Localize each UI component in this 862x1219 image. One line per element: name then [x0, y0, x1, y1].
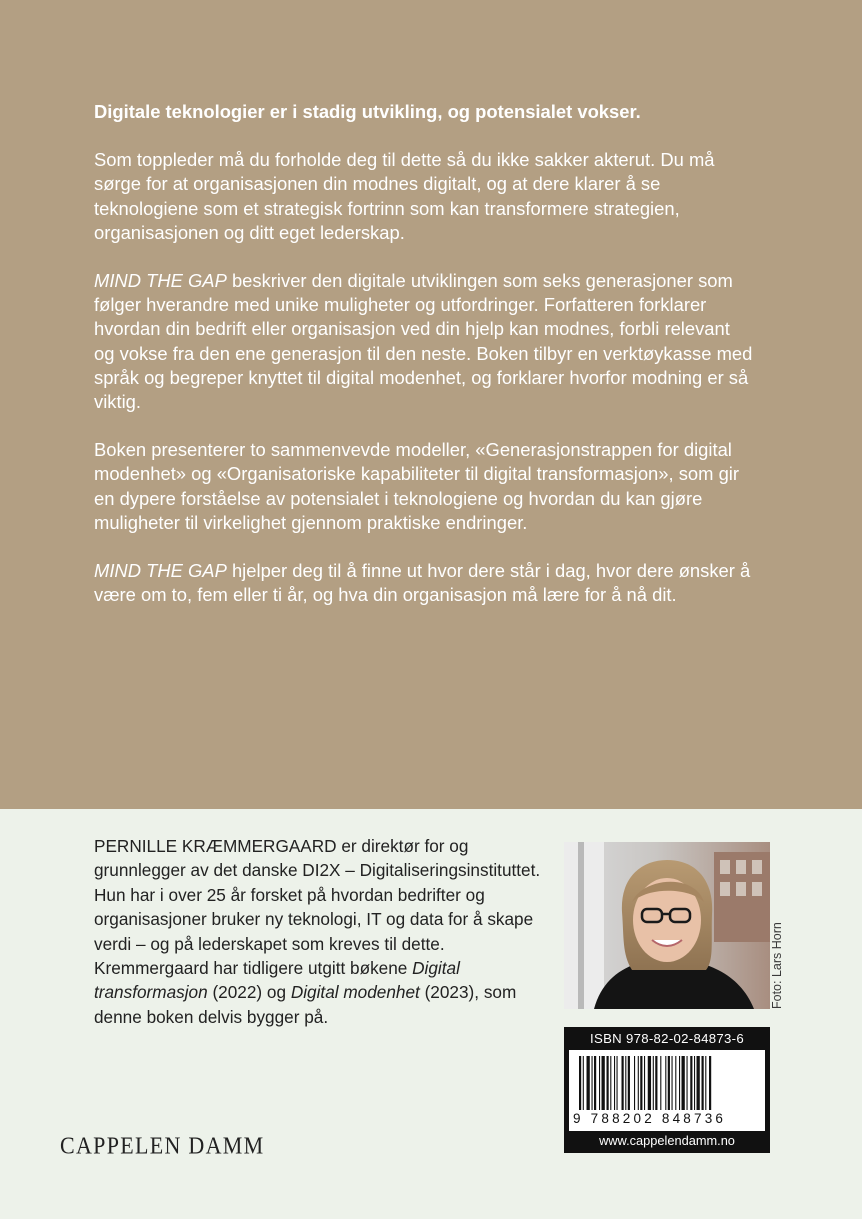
author-name: PERNILLE KRÆMMERGAARD [94, 836, 337, 856]
photo-credit: Foto: Lars Horn [770, 922, 784, 1009]
barcode-bar [607, 1056, 609, 1110]
barcode-bar [622, 1056, 624, 1110]
barcode-bar [625, 1056, 626, 1110]
publisher-website: www.cappelendamm.no [599, 1133, 735, 1148]
barcode-bar [610, 1056, 611, 1110]
isbn-number: ISBN 978-82-02-84873-6 [590, 1031, 744, 1046]
barcode-digits: 9 788202 848736 [573, 1111, 727, 1126]
barcode-bar [599, 1056, 600, 1110]
barcode-bar [587, 1056, 590, 1110]
book-title: MIND THE GAP [94, 560, 227, 582]
barcode-bar [655, 1056, 657, 1110]
blurb-paragraph-2: MIND THE GAP beskriver den digitale utviklingen som seks generasjoner som følger hverandre med unike muligheter og utfordringer. Forfatteren forklarer hvordan din bedrift eller organisasjon ved din hjelp kan modnes, forbli relevant og vokse fra den ene generasjon til den neste. Boken tilbyr en verktøykasse med språk og begreper knyttet til digital modenhet, og forklarer hvorfor modning er så viktig. [94, 270, 753, 413]
barcode-bar [665, 1056, 666, 1110]
barcode-bar [668, 1056, 670, 1110]
barcode-bar [709, 1056, 711, 1110]
blurb-paragraph-3: Boken presenterer to sammenvevde modeller, «Generasjonstrappen for digital modenhet» og «Organisatoriske kapabiliteter til digital transformasjon», som gir en dypere forståelse av potensialet i teknologiene og hvordan du kan gjøre muligheter til virkelighet gjennom praktiske endringer. [94, 439, 740, 533]
author-photo-illustration [564, 842, 770, 1009]
barcode-bar [648, 1056, 651, 1110]
author-bio: PERNILLE KRÆMMERGAARD er direktør for og grunnlegger av det danske DI2X – Digitaliseringsinstituttet. Hun har i over 25 år forsket på hvordan bedrifter og organisasjoner bruker ny teknologi, IT og data for å skape verdi – og på lederskapet som kreves til dette. Kremmergaard har tidligere utgitt bøkene Digital transformasjon (2022) og Digital modenhet (2023), som denne boken delvis bygger på. [94, 836, 541, 1027]
publisher-logo: CAPPELEN DAMM [60, 1131, 265, 1159]
barcode-bar [614, 1056, 615, 1110]
barcode-bar [644, 1056, 645, 1110]
blurb-paragraph-4: MIND THE GAP hjelper deg til å finne ut hvor dere står i dag, hvor dere ønsker å være om to, fem eller ti år, og hva din organisasjon må lære for å nå dit. [94, 560, 751, 606]
book-title-digital-modenhet: Digital modenhet [290, 982, 420, 1003]
barcode-bar [594, 1056, 596, 1110]
barcode-bar [690, 1056, 692, 1110]
barcode-bar [617, 1056, 618, 1110]
barcode-bar [682, 1056, 685, 1110]
barcode-bar [660, 1056, 661, 1110]
isbn-barcode-box [564, 1027, 770, 1153]
barcode-bar [628, 1056, 630, 1110]
barcode-bar [672, 1056, 673, 1110]
barcode-bar [675, 1056, 676, 1110]
barcode-bar [602, 1056, 605, 1110]
barcode-bar [638, 1056, 639, 1110]
author-photo [564, 842, 770, 1009]
book-title-digital-transformasjon: Digital transformasjon [94, 958, 460, 1003]
barcode-bar [579, 1056, 581, 1110]
barcode-bar [653, 1056, 654, 1110]
barcode-bar [634, 1056, 635, 1110]
barcode-bar [705, 1056, 706, 1110]
barcode-bar [694, 1056, 695, 1110]
blurb-lead: Digitale teknologier er i stadig utvikling, og potensialet vokser. [94, 101, 641, 122]
barcode-bar [702, 1056, 704, 1110]
barcode-bar [697, 1056, 700, 1110]
back-cover-blurb [94, 100, 754, 631]
book-title: MIND THE GAP [94, 270, 227, 292]
barcode-bar [592, 1056, 593, 1110]
barcode [569, 1050, 765, 1131]
barcode-bar [679, 1056, 680, 1110]
barcode-bar [687, 1056, 688, 1110]
blurb-paragraph-1: Som toppleder må du forholde deg til dette så du ikke sakker akterut. Du må sørge for at organisasjonen din modnes digitalt, og at dere klarer å se teknologiene som et strategisk fortrinn som kan transformere strategien, organisasjonen og ditt eget lederskap. [94, 149, 715, 243]
barcode-bar [640, 1056, 642, 1110]
barcode-bar [583, 1056, 584, 1110]
